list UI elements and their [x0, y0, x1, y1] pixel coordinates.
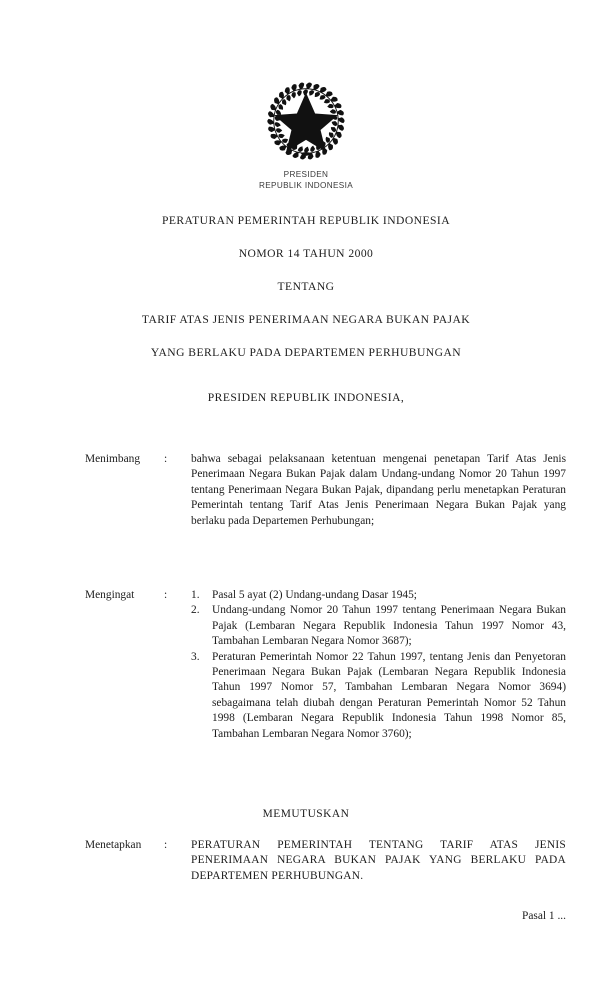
- emblem-caption: [0, 169, 612, 191]
- considerations-text: bahwa sebagai pelaksanaan ketentuan mengenai penetapan Tarif Atas Jenis Penerimaan Negara Bukan Pajak dalam Undang-undang Nomor 20 Tahun 1997 tentang Penerimaan Negara Bukan Pajak, dipandang perlu menetapkan Peraturan Pemerintah tentang Tarif Atas Jenis Penerimaan Negara Bukan Pajak yang berlaku pada Departemen Perhubungan;: [191, 453, 566, 527]
- legal-basis-list: [191, 588, 566, 742]
- list-item-text: Undang-undang Nomor 20 Tahun 1997 tentang Penerimaan Negara Bukan Pajak (Lembaran Negara Republik Indonesia Tahun 1997 Nomor 43, Tambahan Lembaran Negara Nomor 3687);: [212, 604, 566, 648]
- considerations-body: [191, 452, 566, 529]
- list-item-number: 3.: [191, 650, 200, 663]
- enactment-text: PERATURAN PEMERINTAH TENTANG TARIF ATAS JENIS PENERIMAAN NEGARA BUKAN PAJAK YANG BERLAKU PADA DEPARTEMEN PERHUBUNGAN.: [191, 839, 566, 882]
- list-item-text: Peraturan Pemerintah Nomor 22 Tahun 1997, tentang Jenis dan Penyetoran Penerimaan Negara Bukan Pajak (Lembaran Negara Republik Indonesia Tahun 1997 Nomor 57, Tambahan Lembaran Negara Nomor 3694) sebagaimana telah diubah dengan Peraturan Pemerintah Nomor 52 Tahun 1998 (Lembaran Negara Republik Indonesia Tahun 1998 Nomor 85, Tambahan Lembaran Negara Nomor 3760);: [212, 650, 566, 740]
- document-title-block: [46, 214, 566, 360]
- enactment-label: Menetapkan: [85, 839, 142, 851]
- list-item-number: 2.: [191, 604, 200, 617]
- legal-basis-body: [191, 588, 566, 742]
- emblem-block: [0, 78, 612, 191]
- list-item: [191, 603, 566, 649]
- list-item: [191, 650, 566, 742]
- legal-basis-colon: :: [164, 589, 168, 601]
- considerations-clause: [85, 452, 566, 529]
- considerations-label: Menimbang: [85, 453, 141, 465]
- emblem-caption-line-2: REPUBLIK INDONESIA: [258, 181, 354, 190]
- list-item: [191, 588, 566, 603]
- authority-heading: PRESIDEN REPUBLIK INDONESIA,: [207, 391, 405, 404]
- list-item-number: 1.: [191, 589, 200, 601]
- enactment-colon: :: [164, 839, 168, 851]
- title-number-year: NOMOR 14 TAHUN 2000: [238, 247, 374, 260]
- legal-basis-clause: [85, 588, 566, 742]
- title-subject-line-2: YANG BERLAKU PADA DEPARTEMEN PERHUBUNGAN: [150, 346, 462, 359]
- title-about-label: TENTANG: [277, 280, 335, 293]
- title-regulation-type: PERATURAN PEMERINTAH REPUBLIK INDONESIA: [161, 214, 451, 227]
- title-subject-line-1: TARIF ATAS JENIS PENERIMAAN NEGARA BUKAN PAJAK: [141, 313, 471, 326]
- list-item-text: Pasal 5 ayat (2) Undang-undang Dasar 1945;: [212, 589, 417, 601]
- emblem-caption-line-1: PRESIDEN: [283, 170, 329, 179]
- decision-heading: MEMUTUSKAN: [262, 808, 350, 820]
- enactment-body: [191, 838, 566, 884]
- considerations-colon: :: [164, 453, 168, 465]
- legal-basis-label: Mengingat: [85, 589, 135, 601]
- presidential-star-wreath-icon: [263, 78, 349, 164]
- enactment-clause: [85, 838, 566, 884]
- continuation-note: Pasal 1 ...: [522, 910, 566, 922]
